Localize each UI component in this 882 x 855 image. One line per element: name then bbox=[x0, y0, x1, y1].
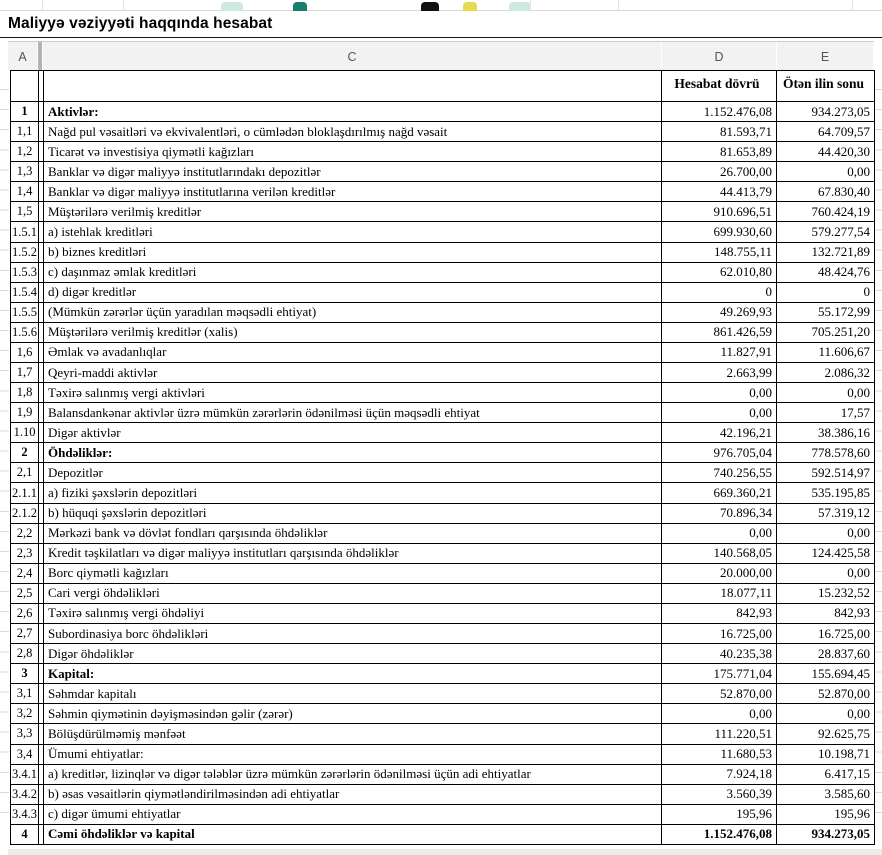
row-number-cell[interactable]: 1.10 bbox=[11, 423, 39, 442]
column-header-b-hidden[interactable] bbox=[38, 42, 42, 71]
table-row bbox=[11, 463, 875, 483]
label-cell[interactable]: Öhdəliklər: bbox=[44, 443, 662, 462]
row-number-cell[interactable]: 1,1 bbox=[11, 122, 39, 141]
row-number-cell[interactable]: 3,3 bbox=[11, 724, 39, 743]
table-row bbox=[11, 243, 875, 263]
column-header-c[interactable]: C bbox=[43, 42, 661, 71]
page-title: Maliyyə vəziyyəti haqqında hesabat bbox=[8, 15, 273, 32]
row-number-cell[interactable]: 2.1.1 bbox=[11, 483, 39, 502]
label-cell[interactable]: b) hüquqi şəxslərin depozitləri bbox=[44, 504, 662, 523]
value-current-cell[interactable]: 52.870,00 bbox=[662, 684, 777, 703]
value-previous-cell[interactable]: 38.386,16 bbox=[777, 423, 875, 442]
value-previous-cell[interactable]: 6.417,15 bbox=[777, 765, 875, 784]
row-number-cell[interactable]: 1.5.2 bbox=[11, 243, 39, 262]
row-number-cell[interactable]: 1 bbox=[11, 102, 39, 121]
value-current-cell[interactable]: 11.827,91 bbox=[662, 343, 777, 362]
value-current-cell[interactable]: 3.560,39 bbox=[662, 785, 777, 804]
label-cell[interactable]: c) digər ümumi ehtiyatlar bbox=[44, 805, 662, 824]
sheet-title-row bbox=[0, 11, 882, 38]
label-cell[interactable]: Mərkəzi bank və dövlət fondları qarşısında öhdəliklər bbox=[44, 524, 662, 543]
table-row bbox=[11, 684, 875, 704]
table-row bbox=[11, 263, 875, 283]
row-number-cell[interactable]: 2,8 bbox=[11, 644, 39, 663]
value-current-cell[interactable]: 40.235,38 bbox=[662, 644, 777, 663]
row-number-cell[interactable]: 2 bbox=[11, 443, 39, 462]
row-number-cell[interactable]: 1,2 bbox=[11, 142, 39, 161]
table-row bbox=[11, 343, 875, 363]
value-current-cell[interactable]: 910.696,51 bbox=[662, 202, 777, 221]
label-cell[interactable]: a) kreditlər, lizinqlər və digər tələblər üzrə mümkün zərərlərin ödənilməsi üçün adi ehtiyatlar bbox=[44, 765, 662, 784]
value-previous-cell[interactable]: 3.585,60 bbox=[777, 785, 875, 804]
label-cell[interactable]: b) əsas vəsaitlərin qiymətləndirilməsindən adi ehtiyatlar bbox=[44, 785, 662, 804]
toolbar-divider bbox=[42, 0, 43, 10]
table-row bbox=[11, 704, 875, 724]
table-row bbox=[11, 403, 875, 423]
row-number-cell[interactable]: 1,4 bbox=[11, 182, 39, 201]
financial-statement-table bbox=[10, 70, 875, 845]
value-current-cell[interactable]: 16.725,00 bbox=[662, 624, 777, 643]
table-row bbox=[11, 283, 875, 303]
value-current-cell[interactable]: 0,00 bbox=[662, 524, 777, 543]
value-current-cell[interactable]: 20.000,00 bbox=[662, 564, 777, 583]
value-current-cell[interactable]: 81.593,71 bbox=[662, 122, 777, 141]
row-number-cell[interactable]: 1,9 bbox=[11, 403, 39, 422]
label-cell[interactable]: (Mümkün zərərlər üçün yaradılan məqsədli ehtiyat) bbox=[44, 303, 662, 322]
value-previous-cell[interactable]: 0,00 bbox=[777, 524, 875, 543]
table-row bbox=[11, 745, 875, 765]
table-row bbox=[11, 202, 875, 222]
table-row bbox=[11, 724, 875, 744]
value-previous-cell[interactable]: 132.721,89 bbox=[777, 243, 875, 262]
value-previous-cell[interactable]: 592.514,97 bbox=[777, 463, 875, 482]
left-margin-gridlines bbox=[0, 70, 9, 815]
table-row bbox=[11, 323, 875, 343]
label-cell[interactable]: Ticarət və investisiya qiymətli kağızları bbox=[44, 142, 662, 161]
label-cell[interactable]: Səhmdar kapitalı bbox=[44, 684, 662, 703]
table-row bbox=[11, 122, 875, 142]
label-cell[interactable]: Səhmin qiymətinin dəyişməsindən gəlir (zərər) bbox=[44, 704, 662, 723]
label-cell[interactable]: Banklar və digər maliyyə institutlarındakı depozitlər bbox=[44, 162, 662, 181]
value-current-cell[interactable]: 11.680,53 bbox=[662, 745, 777, 764]
value-current-cell[interactable]: 42.196,21 bbox=[662, 423, 777, 442]
value-current-cell[interactable]: 842,93 bbox=[662, 604, 777, 623]
table-row bbox=[11, 142, 875, 162]
row-number-cell[interactable]: 1,8 bbox=[11, 383, 39, 402]
label-cell[interactable]: Kredit təşkilatları və digər maliyyə institutları qarşısında öhdəliklər bbox=[44, 544, 662, 563]
value-current-cell[interactable]: 1.152.476,08 bbox=[662, 102, 777, 121]
value-previous-cell[interactable]: 0,00 bbox=[777, 564, 875, 583]
value-current-cell[interactable]: 18.077,11 bbox=[662, 584, 777, 603]
value-current-cell[interactable]: 81.653,89 bbox=[662, 142, 777, 161]
bottom-strip bbox=[8, 849, 882, 855]
table-row bbox=[11, 222, 875, 242]
label-cell[interactable]: Müştərilərə verilmiş kreditlər bbox=[44, 202, 662, 221]
table-row bbox=[11, 644, 875, 664]
label-cell[interactable]: Cəmi öhdəliklər və kapital bbox=[44, 825, 662, 844]
right-margin-gridlines bbox=[875, 70, 882, 815]
row-number-cell[interactable]: 3 bbox=[11, 664, 39, 683]
label-cell[interactable]: Banklar və digər maliyyə institutlarına verilən kreditlər bbox=[44, 182, 662, 201]
row-number-cell[interactable]: 2,1 bbox=[11, 463, 39, 482]
row-number-cell[interactable]: 1.5.5 bbox=[11, 303, 39, 322]
value-previous-cell[interactable]: 10.198,71 bbox=[777, 745, 875, 764]
value-current-cell[interactable]: 62.010,80 bbox=[662, 263, 777, 282]
table-row bbox=[11, 524, 875, 544]
row-number-cell[interactable]: 2,5 bbox=[11, 584, 39, 603]
value-current-cell[interactable]: 2.663,99 bbox=[662, 363, 777, 382]
value-previous-cell[interactable]: 0,00 bbox=[777, 704, 875, 723]
table-header-row bbox=[11, 71, 875, 102]
label-cell[interactable]: Bölüşdürülməmiş mənfəət bbox=[44, 724, 662, 743]
label-cell[interactable]: Təxirə salınmış vergi aktivləri bbox=[44, 383, 662, 402]
table-row bbox=[11, 423, 875, 443]
value-previous-cell[interactable]: 778.578,60 bbox=[777, 443, 875, 462]
value-previous-cell[interactable]: 124.425,58 bbox=[777, 544, 875, 563]
table-row bbox=[11, 102, 875, 122]
label-cell[interactable]: Cari vergi öhdəlikləri bbox=[44, 584, 662, 603]
header-label-cell[interactable] bbox=[44, 71, 662, 101]
table-row bbox=[11, 504, 875, 524]
table-row bbox=[11, 664, 875, 684]
header-previous-period-cell[interactable]: Ötən ilin sonu bbox=[777, 71, 875, 101]
row-number-cell[interactable]: 3,1 bbox=[11, 684, 39, 703]
value-current-cell[interactable]: 669.360,21 bbox=[662, 483, 777, 502]
label-cell[interactable]: Ümumi ehtiyatlar: bbox=[44, 745, 662, 764]
row-number-cell[interactable]: 1.5.1 bbox=[11, 222, 39, 241]
value-current-cell[interactable]: 976.705,04 bbox=[662, 443, 777, 462]
value-previous-cell[interactable]: 55.172,99 bbox=[777, 303, 875, 322]
value-previous-cell[interactable]: 16.725,00 bbox=[777, 624, 875, 643]
toolbar-divider bbox=[123, 0, 124, 10]
label-cell[interactable]: Depozitlər bbox=[44, 463, 662, 482]
table-row bbox=[11, 584, 875, 604]
value-current-cell[interactable]: 0,00 bbox=[662, 704, 777, 723]
header-number-cell[interactable] bbox=[11, 71, 39, 101]
toolbar-divider bbox=[530, 0, 531, 10]
row-number-cell[interactable]: 1.5.4 bbox=[11, 283, 39, 302]
row-number-cell[interactable]: 1,3 bbox=[11, 162, 39, 181]
value-previous-cell[interactable]: 67.830,40 bbox=[777, 182, 875, 201]
value-previous-cell[interactable]: 92.625,75 bbox=[777, 724, 875, 743]
label-cell[interactable]: Digər aktivlər bbox=[44, 423, 662, 442]
value-current-cell[interactable]: 49.269,93 bbox=[662, 303, 777, 322]
row-number-cell[interactable]: 2,7 bbox=[11, 624, 39, 643]
value-current-cell[interactable]: 111.220,51 bbox=[662, 724, 777, 743]
value-previous-cell[interactable]: 48.424,76 bbox=[777, 263, 875, 282]
value-previous-cell[interactable]: 15.232,52 bbox=[777, 584, 875, 603]
value-previous-cell[interactable]: 842,93 bbox=[777, 604, 875, 623]
value-previous-cell[interactable]: 17,57 bbox=[777, 403, 875, 422]
table-row bbox=[11, 604, 875, 624]
label-cell[interactable]: d) digər kreditlər bbox=[44, 283, 662, 302]
value-previous-cell[interactable]: 760.424,19 bbox=[777, 202, 875, 221]
table-row bbox=[11, 443, 875, 463]
value-current-cell[interactable]: 7.924,18 bbox=[662, 765, 777, 784]
value-previous-cell[interactable]: 579.277,54 bbox=[777, 222, 875, 241]
row-number-cell[interactable]: 3,4 bbox=[11, 745, 39, 764]
value-previous-cell[interactable]: 0,00 bbox=[777, 162, 875, 181]
column-header-d[interactable]: D bbox=[662, 42, 776, 71]
row-number-cell[interactable]: 4 bbox=[11, 825, 39, 844]
table-row bbox=[11, 765, 875, 785]
value-current-cell[interactable]: 0,00 bbox=[662, 383, 777, 402]
table-row bbox=[11, 825, 875, 845]
column-header-e[interactable]: E bbox=[777, 42, 873, 71]
value-previous-cell[interactable]: 535.195,85 bbox=[777, 483, 875, 502]
table-row bbox=[11, 303, 875, 323]
label-cell[interactable]: Borc qiymətli kağızları bbox=[44, 564, 662, 583]
table-row bbox=[11, 564, 875, 584]
row-number-cell[interactable]: 2,3 bbox=[11, 544, 39, 563]
row-number-cell[interactable]: 3.4.2 bbox=[11, 785, 39, 804]
row-number-cell[interactable]: 2,2 bbox=[11, 524, 39, 543]
value-current-cell[interactable]: 44.413,79 bbox=[662, 182, 777, 201]
row-number-cell[interactable]: 1,6 bbox=[11, 343, 39, 362]
value-previous-cell[interactable]: 57.319,12 bbox=[777, 504, 875, 523]
column-header-band bbox=[8, 41, 874, 71]
label-cell[interactable]: Aktivlər: bbox=[44, 102, 662, 121]
label-cell[interactable]: Digər öhdəliklər bbox=[44, 644, 662, 663]
label-cell[interactable]: Subordinasiya borc öhdəlikləri bbox=[44, 624, 662, 643]
table-row bbox=[11, 383, 875, 403]
label-cell[interactable]: Balansdankənar aktivlər üzrə mümkün zərərlərin ödənilməsi üçün məqsədli ehtiyat bbox=[44, 403, 662, 422]
label-cell[interactable]: Qeyri-maddi aktivlər bbox=[44, 363, 662, 382]
label-cell[interactable]: Təxirə salınmış vergi öhdəliyi bbox=[44, 604, 662, 623]
value-previous-cell[interactable]: 11.606,67 bbox=[777, 343, 875, 362]
table-row bbox=[11, 805, 875, 825]
row-number-cell[interactable]: 3.4.3 bbox=[11, 805, 39, 824]
value-previous-cell[interactable]: 28.837,60 bbox=[777, 644, 875, 663]
value-previous-cell[interactable]: 155.694,45 bbox=[777, 664, 875, 683]
value-current-cell[interactable]: 861.426,59 bbox=[662, 323, 777, 342]
value-current-cell[interactable]: 0 bbox=[662, 283, 777, 302]
label-cell[interactable]: Müştərilərə verilmiş kreditlər (xalis) bbox=[44, 323, 662, 342]
table-row bbox=[11, 162, 875, 182]
value-previous-cell[interactable]: 0,00 bbox=[777, 383, 875, 402]
row-number-cell[interactable]: 2.1.2 bbox=[11, 504, 39, 523]
label-cell[interactable]: Əmlak və avadanlıqlar bbox=[44, 343, 662, 362]
table-body bbox=[11, 102, 875, 845]
value-previous-cell[interactable]: 64.709,57 bbox=[777, 122, 875, 141]
label-cell[interactable]: a) fiziki şəxslərin depozitləri bbox=[44, 483, 662, 502]
value-current-cell[interactable]: 699.930,60 bbox=[662, 222, 777, 241]
label-cell[interactable]: Kapital: bbox=[44, 664, 662, 683]
row-number-cell[interactable]: 1.5.3 bbox=[11, 263, 39, 282]
table-row bbox=[11, 624, 875, 644]
value-previous-cell[interactable]: 705.251,20 bbox=[777, 323, 875, 342]
value-current-cell[interactable]: 0,00 bbox=[662, 403, 777, 422]
value-current-cell[interactable]: 1.152.476,08 bbox=[662, 825, 777, 844]
value-current-cell[interactable]: 195,96 bbox=[662, 805, 777, 824]
value-current-cell[interactable]: 70.896,34 bbox=[662, 504, 777, 523]
label-cell[interactable]: c) daşınmaz əmlak kreditləri bbox=[44, 263, 662, 282]
table-row bbox=[11, 785, 875, 805]
value-current-cell[interactable]: 140.568,05 bbox=[662, 544, 777, 563]
value-previous-cell[interactable]: 934.273,05 bbox=[777, 825, 875, 844]
value-previous-cell[interactable]: 195,96 bbox=[777, 805, 875, 824]
row-number-cell[interactable]: 2,4 bbox=[11, 564, 39, 583]
value-current-cell[interactable]: 26.700,00 bbox=[662, 162, 777, 181]
toolbar-divider bbox=[852, 0, 853, 10]
row-number-cell[interactable]: 3,2 bbox=[11, 704, 39, 723]
value-current-cell[interactable]: 148.755,11 bbox=[662, 243, 777, 262]
row-number-cell[interactable]: 3.4.1 bbox=[11, 765, 39, 784]
value-previous-cell[interactable]: 44.420,30 bbox=[777, 142, 875, 161]
value-current-cell[interactable]: 740.256,55 bbox=[662, 463, 777, 482]
value-current-cell[interactable]: 175.771,04 bbox=[662, 664, 777, 683]
toolbar-divider bbox=[618, 0, 619, 10]
table-row bbox=[11, 182, 875, 202]
table-row bbox=[11, 363, 875, 383]
label-cell[interactable]: Nağd pul vəsaitləri və ekvivalentləri, o cümlədən bloklaşdırılmış nağd vəsait bbox=[44, 122, 662, 141]
header-current-period-cell[interactable]: Hesabat dövrü bbox=[662, 71, 777, 101]
label-cell[interactable]: a) istehlak kreditləri bbox=[44, 222, 662, 241]
value-previous-cell[interactable]: 934.273,05 bbox=[777, 102, 875, 121]
value-previous-cell[interactable]: 0 bbox=[777, 283, 875, 302]
table-row bbox=[11, 544, 875, 564]
row-number-cell[interactable]: 2,6 bbox=[11, 604, 39, 623]
value-previous-cell[interactable]: 52.870,00 bbox=[777, 684, 875, 703]
value-previous-cell[interactable]: 2.086,32 bbox=[777, 363, 875, 382]
column-header-a[interactable]: A bbox=[8, 42, 37, 71]
label-cell[interactable]: b) biznes kreditləri bbox=[44, 243, 662, 262]
table-row bbox=[11, 483, 875, 503]
toolbar bbox=[0, 0, 882, 11]
row-number-cell[interactable]: 1.5.6 bbox=[11, 323, 39, 342]
row-number-cell[interactable]: 1,5 bbox=[11, 202, 39, 221]
row-number-cell[interactable]: 1,7 bbox=[11, 363, 39, 382]
